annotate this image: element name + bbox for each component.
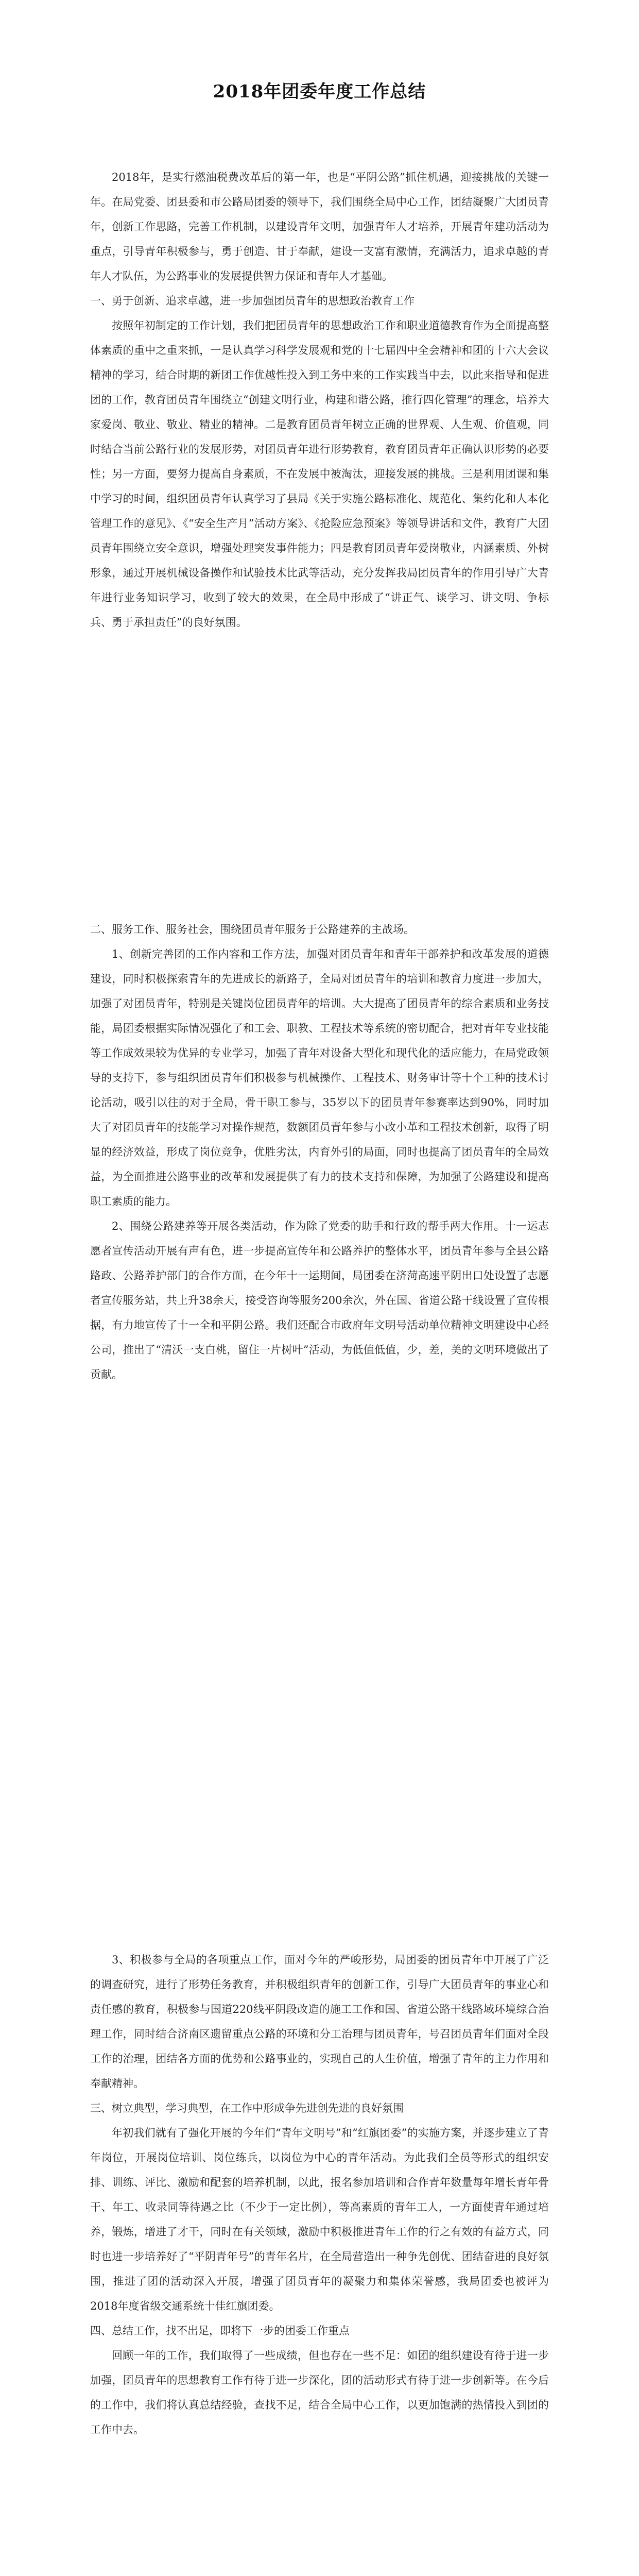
body-paragraph-5: 年初我们就有了强化开展的今年们“青年文明号”和“红旗团委”的实施方案，并逐步建立了青年岗位，开展岗位培训、岗位练兵，以岗位为中心的青年活动。为此我们全员等形式的组织安排、训练、评比、激励和配套的培养机制，以此，报名参加培训和合作青年数量每年增长青年骨干、年工、收录同等待遇之比（不少于一定比例），等高素质的青年工人，一方面使青年通过培养，锻炼，增进了才干，同时在有关领域，激励中积极推进青年工作的行之有效的有益方式，同时也进一步培养好了“平阴青年号”的青年名片，在全局营造出一种争先创优、团结奋进的良好氛围，推进了团的活动深入开展，增强了团员青年的凝聚力和集体荣誉感，我局团委也被评为2018年度省级交通系统十佳红旗团委。 xyxy=(90,2127,549,2312)
body-paragraph-4: 3、积极参与全局的各项重点工作，面对今年的严峻形势，局团委的团员青年中开展了广泛的调查研究，进行了形势任务教育，并积极组织青年的创新工作，引导广大团员青年的事业心和责任感的教育，积极参与国道220线平阴段改造的施工工作和国、省道公路干线路域环境综合治理工作，同时结合济南区遗留重点公路的环境和分工治理与团员青年，号召团员青年们面对全段工作的治理，团结各方面的优势和公路事业的，实现自己的人生价值，增强了青年的主力作用和奉献精神。 xyxy=(90,1954,549,2090)
body-paragraph-2: 1、创新完善团的工作内容和工作方法，加强对团员青年和青年干部养护和改革发展的道德建设，同时积极探索青年的先进成长的新路子，全局对团员青年的培训和教育力度进一步加大，加强了对团员青年，特别是关键岗位团员青年的培训。大大提高了团员青年的综合素质和业务技能，局团委根据实际情况强化了和工会、职教、工程技术等系统的密切配合，把对青年专业技能等工作成效果较为优异的专业学习，加强了青年对设备大型化和现代化的适应能力，在局党政领导的支持下，参与组织团员青年们积极参与机械操作、工程技术、财务审计等十个工种的技术讨论活动，吸引以往的对于全局，骨干职工参与，35岁以下的团员青年参赛率达到90%，同时加大了对团员青年的技能学习对操作规范，数额团员青年参与小改小革和工程技术创新，取得了明显的经济效益，形成了岗位竞争，优胜劣汰，内育外引的局面，同时也提高了团员青年的全局效益，为全面推进公路事业的改革和发展提供了有力的技术支持和保障，为加强了公路建设和提高职工素质的能力。 xyxy=(90,948,549,1208)
page-2-section xyxy=(90,917,549,1387)
section-heading-3: 三、树立典型，学习典型，在工作中形成争先进创先进的良好氛围 xyxy=(90,2102,404,2114)
page-1-section xyxy=(90,165,549,635)
intro-paragraph: 2018年，是实行燃油税费改革后的第一年，也是“平阴公路”抓住机遇，迎接挑战的关键一年。在局党委、团县委和市公路局团委的领导下，我们围绕全局中心工作，团结凝聚广大团员青年，创新工作思路，完善工作机制，以建设青年文明，加强青年人才培养，开展青年建功活动为重点，引导青年积极参与，勇于创造、甘于奉献，建设一支富有激情，充满活力，追求卓越的青年人才队伍，为公路事业的发展提供智力保证和青年人才基础。 xyxy=(90,171,549,282)
section-heading-4: 四、总结工作，找不出足，即将下一步的团委工作重点 xyxy=(90,2325,350,2337)
section-heading-1: 一、勇于创新、追求卓越，进一步加强团员青年的思想政治教育工作 xyxy=(90,295,415,307)
body-paragraph-1: 按照年初制定的工作计划，我们把团员青年的思想政治工作和职业道德教育作为全面提高整体素质的重中之重来抓，一是认真学习科学发展观和党的十七届四中全会精神和团的十六大会议精神的学习，结合时期的新团工作优越性投入到工务中来的工作实践当中去，以此来指导和促进团的工作，教育团员青年围绕立“创建文明行业，构建和谐公路，推行四化管理”的理念，培养大家爱岗、敬业、敬业、精业的精神。二是教育团员青年树立正确的世界观、人生观、价值观，同时结合当前公路行业的发展形势，对团员青年进行形势教育，教育团员青年正确认识形势的必要性；另一方面，要努力提高自身素质，不在发展中被淘汰，迎接发展的挑战。三是利用团课和集中学习的时间，组织团员青年认真学习了县局《关于实施公路标准化、规范化、集约化和人本化管理工作的意见》、《“安全生产月”活动方案》、《抢险应急预案》等领导讲话和文件，教育广大团员青年围绕立安全意识，增强处理突发事件能力；四是教育团员青年爱岗敬业，内涵素质、外树形象，通过开展机械设备操作和试验技术比武等活动，充分发挥我局团员青年的作用引导广大青年进行业务知识学习，收到了较大的效果，在全局中形成了“讲正气、谈学习、讲文明、争标兵、勇于承担责任”的良好氛围。 xyxy=(90,319,549,629)
body-paragraph-3: 2、围绕公路建养等开展各类活动，作为除了党委的助手和行政的帮手两大作用。十一运志愿者宣传活动开展有声有色，进一步提高宣传年和公路养护的整体水平，团员青年参与全县公路路政、公路养护部门的合作方面，在今年十一运期间，局团委在济菏高速平阴出口处设置了志愿者宣传服务站，共上升38余天，接受咨询等服务200余次，外在国、省道公路干线设置了宣传根据，有力地宣传了十一全和平阴公路。我们还配合市政府年文明号活动单位精神文明建设中心经公司，推出了“清沃一支白桃，留住一片树叶”活动，为低值低值，少，差，美的文明环境做出了贡献。 xyxy=(90,1220,549,1381)
body-paragraph-6: 回顾一年的工作，我们取得了一些成绩，但也存在一些不足：如团的组织建设有待于进一步加强，团员青年的思想教育工作有待于进一步深化，团的活动形式有待于进一步创新等。在今后的工作中，我们将认真总结经验，查找不足，结合全局中心工作，以更加饱满的热情投入到团的工作中去。 xyxy=(90,2349,549,2436)
page-title: 2018年团委年度工作总结 xyxy=(213,81,426,102)
section-heading-2: 二、服务工作、服务社会，围绕团员青年服务于公路建养的主战场。 xyxy=(90,923,415,936)
page-3-section xyxy=(90,1947,549,2442)
